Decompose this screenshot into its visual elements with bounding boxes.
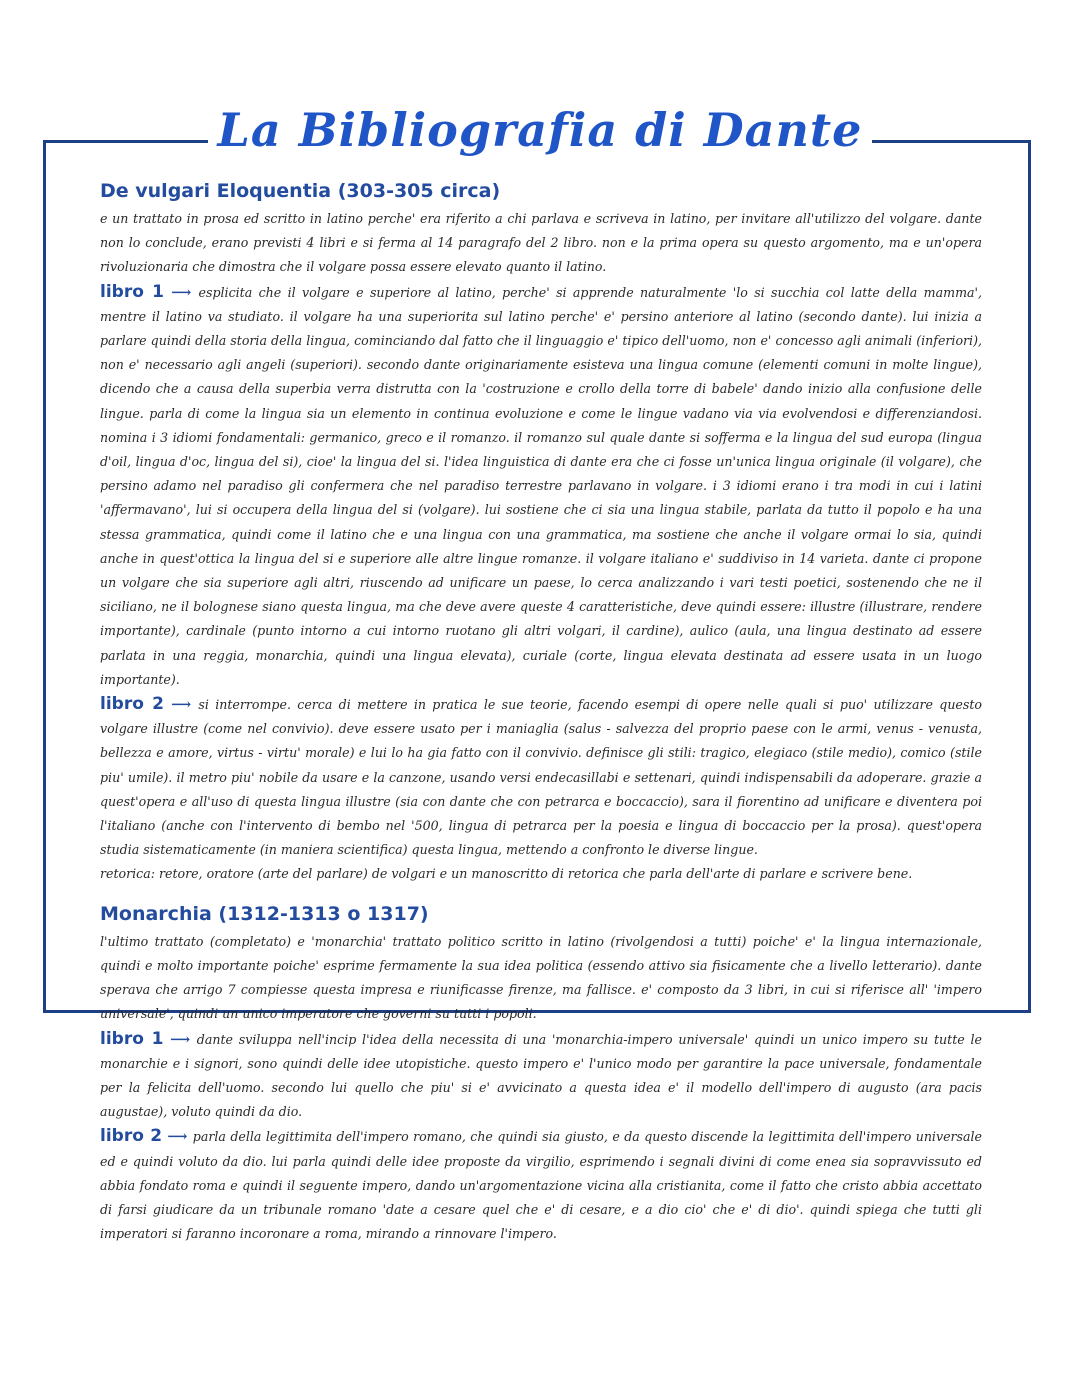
section-heading-monarchia: Monarchia (1312-1313 o 1317) (100, 902, 429, 925)
paragraph-retorica (100, 862, 982, 886)
paragraph-libro-1-monarchia (100, 1027, 982, 1125)
paragraph-libro-1-de-vulgari (100, 280, 982, 692)
arrow-right-icon: ⟶ (163, 1031, 197, 1048)
paragraph-text: si interrompe. cerca di mettere in pratica le sue teorie, facendo esempi di opere nelle quali si puo' utilizzare questo volgare illustre (come nel convivio). deve essere usato per i maniaglia (salus - salvezza del proprio paese con le armi, venus - venusta, bellezza e amore, virtus - virtu' morale) e lui lo ha gia fatto con il convivio. definisce gli stili: tragico, elegiaco (stile medio), comico (stile piu' umile). il metro piu' nobile da usare e la canzone, usando versi endecasillabi e settenari, quindi indispensabili da adoperare. grazie a quest'opera e all'uso di questa lingua illustre (sia con dante che con petrarca e boccaccio), sara il fiorentino ad unificare e diventera poi l'italiano (anche con l'intervento di bembo nel '500, lingua di petrarca per la poesia e lingua di boccaccio per la prosa). quest'opera studia sistematicamente (in maniera scientifica) questa lingua, mettendo a confronto le diverse lingue. (100, 697, 982, 858)
arrow-right-icon: ⟶ (164, 284, 199, 301)
paragraph-text: esplicita che il volgare e superiore al latino, perche' si apprende naturalmente 'lo si succhia col latte della mamma', mentre il latino va studiato. il volgare ha una superiorita sul latino perche' e' persino anteriore al latino (secondo dante). lui inizia a parlare quindi della storia della lingua, cominciando dal fatto che il linguaggio e' tipico dell'uomo, non e' concesso agli animali (inferiori), non e' necessario agli angeli (superiori). secondo dante originariamente esisteva una lingua comune (elementi comuni in molte lingue), dicendo che a causa della superbia verra distrutta con la 'costruzione e crollo della torre di babele' dando inizio alla confusione delle lingue. parla di come la lingua sia un elemento in continua evoluzione e come le lingue vadano via via evolvendosi e differenziandosi. nomina i 3 idiomi fondamentali: germanico, greco e il romanzo. il romanzo sul quale dante si sofferma e la lingua del sud europa (lingua d'oil, lingua d'oc, lingua del si), cioe' la lingua del si. l'idea linguistica di dante era che ci fosse un'unica lingua originale (il volgare), che persino adamo nel paradiso gli confermera che nel paradiso terrestre parlavano in volgare. i 3 idiomi erano i tra modi in cui i latini 'affermavano', lui si occupera della lingua del si (volgare). lui sostiene che ci sia una lingua stabile, parlata da tutto il popolo e ha una stessa grammatica, quindi come il latino che e una lingua con una grammatica, ma sostiene che anche il volgare ormai lo sia, quindi anche in quest'ottica la lingua del si e superiore alle altre lingue romanze. il volgare italiano e' suddiviso in 14 varieta. dante ci propone un volgare che sia superiore agli altri, riuscendo ad unificare un paese, lo cerca analizzando i vari testi poetici, sostenendo che ne il siciliano, ne il bolognese siano questa lingua, ma che deve avere queste 4 caratteristiche, deve quindi essere: illustre (illustrare, rendere importante), cardinale (punto intorno a cui intorno ruotano gli altri volgari, il cardine), aulico (aula, una lingua destinato ad essere parlata in una reggia, monarchia, quindi una lingua elevata), curiale (corte, lingua elevata destinata ad essere usata in un luogo importante). (100, 284, 982, 687)
section-heading-de-vulgari: De vulgari Eloquentia (303-305 circa) (100, 180, 501, 202)
paragraph-libro-2-monarchia (100, 1124, 982, 1246)
paragraph-intro-de-vulgari (100, 207, 982, 280)
libro-label: libro 2 (100, 694, 164, 715)
arrow-right-icon: ⟶ (162, 1129, 193, 1146)
paragraph-text: e un trattato in prosa ed scritto in latino perche' era riferito a chi parlava e scriveva in latino, per invitare all'utilizzo del volgare. dante non lo conclude, erano previsti 4 libri e si ferma al 14 paragrafo del 2 libro. non e la prima opera su questo argomento, ma e un'opera rivoluzionaria che dimostra che il volgare possa essere elevato quanto il latino. (100, 211, 982, 275)
paragraph-text: retorica: retore, oratore (arte del parlare) de volgari e un manoscritto di retorica che parla dell'arte di parlare e scrivere bene. (100, 866, 913, 882)
libro-label: libro 2 (100, 1126, 163, 1147)
page-title (0, 100, 1080, 160)
arrow-right-icon: ⟶ (163, 697, 199, 714)
document-body (100, 178, 982, 1246)
paragraph-text: l'ultimo trattato (completato) e 'monarchia' trattato politico scritto in latino (rivolgendosi a tutti) poiche' e' la lingua internazionale, quindi e molto importante poiche' esprime fermamente la sua idea politica (essendo attivo sia fisicamente che a livello letterario). dante sperava che arrigo 7 compiesse questa impresa e riunificasse firenze, ma fallisce. e' composto da 3 libri, in cui si riferisce all' 'impero universale', quindi un unico imperatore che governi su tutti i popoli. (100, 933, 982, 1022)
paragraph-intro-monarchia (100, 930, 982, 1027)
libro-label: libro 1 (100, 1028, 164, 1049)
libro-label: libro 1 (100, 281, 164, 302)
paragraph-text: dante sviluppa nell'incip l'idea della necessita di una 'monarchia-impero universale' quindi un unico impero su tutte le monarchie e i signori, sono quindi delle idee utopistiche. questo impero e' l'unico modo per garantire la pace universale, fondamentale per la felicita dell'uomo. secondo lui quello che piu' si e' avvicinato a questa idea e' il modello dell'impero di augusto (ara pacis augustae), voluto quindi da dio. (100, 1031, 982, 1120)
paragraph-libro-2-de-vulgari (100, 692, 982, 862)
page-title-text: La Bibliografia di Dante (208, 103, 873, 157)
paragraph-text: parla della legittimita dell'impero romano, che quindi sia giusto, e da questo discende la legittimita dell'impero universale ed e quindi voluto da dio. lui parla quindi delle idee proposte da virgilio, esprimendo i segnali divini di come enea sia sopravvissuto ed abbia fondato roma e quindi il seguente impero, dando un'argomentazione vicina alla cristianita, come il fatto che cristo abbia accettato di farsi giudicare da un tribunale romano 'date a cesare quel che e' di cesare, e a dio cio' che e' di dio'. quindi spiega che tutti gli imperatori si faranno incoronare a roma, mirando a rinnovare l'impero. (100, 1129, 982, 1242)
